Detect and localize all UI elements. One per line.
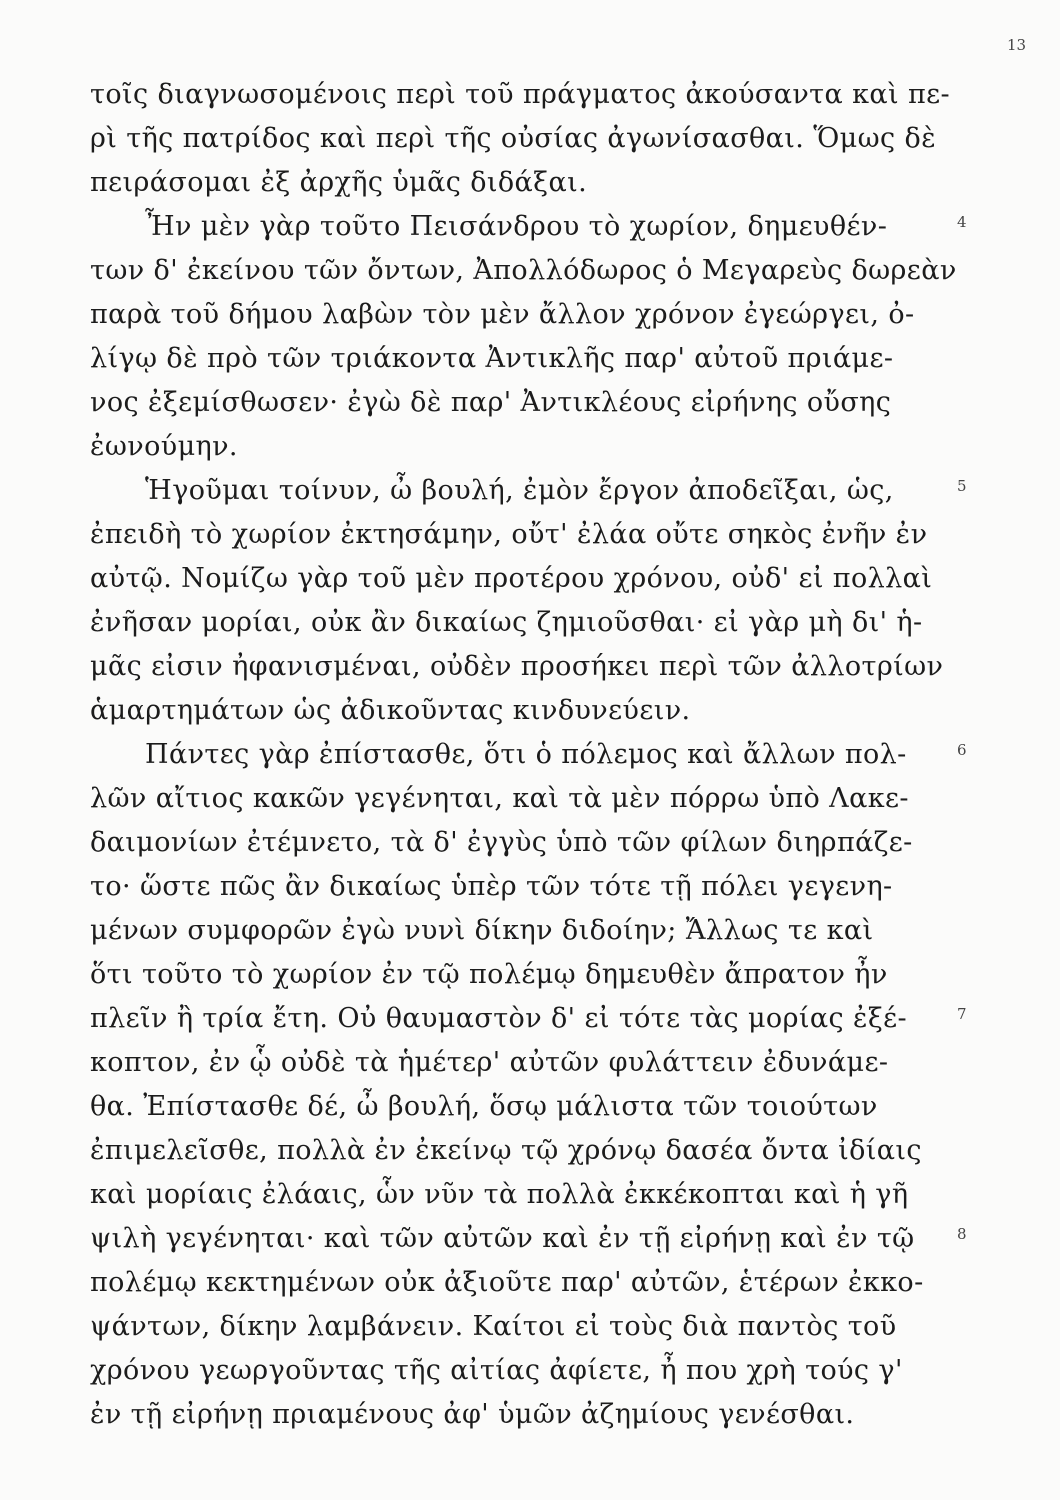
text-line: πλεῖν ἢ τρία ἔτη. Οὐ θαυμαστὸν δ' εἰ τότε τὰς μορίας ἐξέ-	[90, 1003, 908, 1034]
text-line: λῶν αἴτιος κακῶν γεγένηται, καὶ τὰ μὲν πόρρω ὑπὸ Λακε-	[90, 783, 909, 814]
text-line: θα. Ἐπίστασθε δέ, ὦ βουλή, ὅσῳ μάλιστα τῶν τοιούτων	[90, 1091, 878, 1122]
text-line: κοπτον, ἐν ᾧ οὐδὲ τὰ ἡμέτερ' αὐτῶν φυλάττειν ἐδυνάμε-	[90, 1047, 889, 1078]
section-number: 8	[957, 1225, 967, 1243]
text-line: καὶ μορίαις ἐλάαις, ὧν νῦν τὰ πολλὰ ἐκκέκοπται καὶ ἡ γῆ	[90, 1179, 909, 1210]
text-line: χρόνου γεωργοῦντας τῆς αἰτίας ἀφίετε, ἦ που χρὴ τούς γ'	[90, 1355, 903, 1386]
text-line: ἁμαρτημάτων ὡς ἀδικοῦντας κινδυνεύειν.	[90, 695, 691, 726]
text-line: ὅτι τοῦτο τὸ χωρίον ἐν τῷ πολέμῳ δημευθὲν ἄπρατον ἦν	[90, 959, 888, 990]
section-number: 4	[957, 213, 967, 231]
text-line: τοῖς διαγνωσομένοις περὶ τοῦ πράγματος ἀκούσαντα καὶ πε-	[90, 79, 951, 110]
text-line: πολέμῳ κεκτημένων οὐκ ἀξιοῦτε παρ' αὐτῶν, ἑτέρων ἐκκο-	[90, 1267, 924, 1298]
text-line: μένων συμφορῶν ἐγὼ νυνὶ δίκην διδοίην; Ἄλλως τε καὶ	[90, 915, 874, 946]
text-line: το· ὥστε πῶς ἂν δικαίως ὑπὲρ τῶν τότε τῇ πόλει γεγενη-	[90, 871, 893, 902]
text-line: ψάντων, δίκην λαμβάνειν. Καίτοι εἰ τοὺς διὰ παντὸς τοῦ	[90, 1311, 897, 1342]
section-number: 5	[957, 477, 967, 495]
text-line: ἐν τῇ εἰρήνῃ πριαμένους ἀφ' ὑμῶν ἀζημίους γενέσθαι.	[90, 1399, 855, 1430]
text-line: πειράσομαι ἐξ ἀρχῆς ὑμᾶς διδάξαι.	[90, 167, 588, 198]
text-line: των δ' ἐκείνου τῶν ὄντων, Ἀπολλόδωρος ὁ Μεγαρεὺς δωρεὰν	[90, 255, 957, 286]
text-line: ἐωνούμην.	[90, 431, 238, 462]
section-number: 6	[957, 741, 967, 759]
text-line: Πάντες γὰρ ἐπίστασθε, ὅτι ὁ πόλεμος καὶ ἄλλων πολ-	[145, 739, 907, 770]
text-line: Ἦν μὲν γὰρ τοῦτο Πεισάνδρου τὸ χωρίον, δημευθέν-	[145, 211, 888, 242]
text-line: αὐτῷ. Νομίζω γὰρ τοῦ μὲν προτέρου χρόνου, οὐδ' εἰ πολλαὶ	[90, 563, 933, 594]
section-number: 7	[957, 1005, 967, 1023]
text-line: ἐπειδὴ τὸ χωρίον ἐκτησάμην, οὔτ' ἐλάα οὔτε σηκὸς ἐνῆν ἐν	[90, 519, 928, 550]
text-line: παρὰ τοῦ δήμου λαβὼν τὸν μὲν ἄλλον χρόνον ἐγεώργει, ὀ-	[90, 299, 915, 330]
text-line: λίγῳ δὲ πρὸ τῶν τριάκοντα Ἀντικλῆς παρ' αὐτοῦ πριάμε-	[90, 343, 894, 374]
text-line: ρὶ τῆς πατρίδος καὶ περὶ τῆς οὐσίας ἀγωνίσασθαι. Ὅμως δὲ	[90, 123, 937, 154]
text-line: Ἡγοῦμαι τοίνυν, ὦ βουλή, ἐμὸν ἔργον ἀποδεῖξαι, ὡς,	[145, 475, 894, 506]
text-line: δαιμονίων ἐτέμνετο, τὰ δ' ἐγγὺς ὑπὸ τῶν φίλων διηρπάζε-	[90, 827, 913, 858]
text-line: ψιλὴ γεγένηται· καὶ τῶν αὐτῶν καὶ ἐν τῇ εἰρήνῃ καὶ ἐν τῷ	[90, 1223, 915, 1254]
page-number: 13	[1007, 36, 1027, 54]
text-line: νος ἐξεμίσθωσεν· ἐγὼ δὲ παρ' Ἀντικλέους εἰρήνης οὔσης	[90, 387, 892, 418]
text-line: μᾶς εἰσιν ἠφανισμέναι, οὐδὲν προσήκει περὶ τῶν ἀλλοτρίων	[90, 651, 944, 682]
text-line: ἐνῆσαν μορίαι, οὐκ ἂν δικαίως ζημιοῦσθαι· εἰ γὰρ μὴ δι' ἡ-	[90, 607, 923, 638]
text-line: ἐπιμελεῖσθε, πολλὰ ἐν ἐκείνῳ τῷ χρόνῳ δασέα ὄντα ἰδίαις	[90, 1135, 922, 1166]
